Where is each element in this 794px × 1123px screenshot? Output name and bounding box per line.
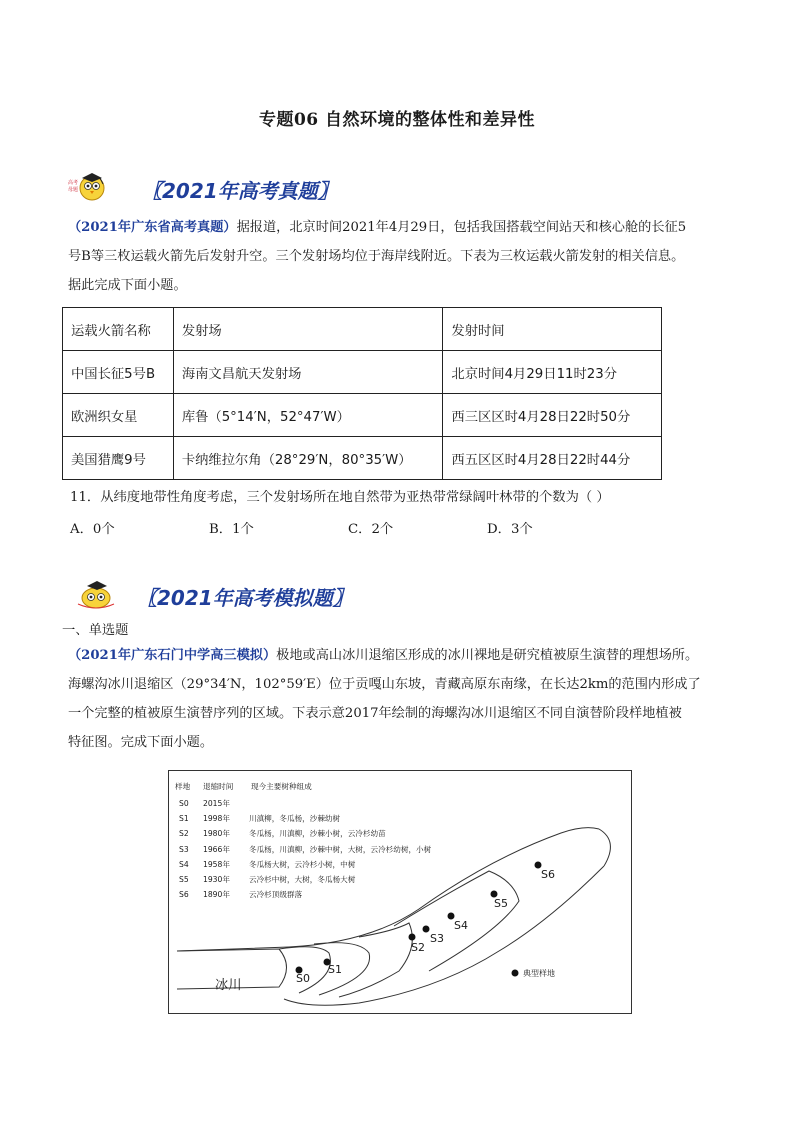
table-row <box>63 437 662 480</box>
site-label-s4: S4 <box>454 919 468 932</box>
legend-site: S1 <box>179 814 189 824</box>
table-header-row <box>63 308 662 351</box>
legend-species: 云冷杉顶级群落 <box>249 890 303 900</box>
table-cell: 北京时间4月29日11时23分 <box>443 351 662 394</box>
question-intro <box>68 213 728 300</box>
intro-line-2: 号B等三枚运载火箭先后发射升空。三个发射场均位于海岸线附近。下表为三枚运载火箭发射的相关信息。 <box>68 249 685 264</box>
table-cell: 西三区区时4月28日22时50分 <box>443 394 662 437</box>
owl-mascot-icon <box>66 170 118 204</box>
site-label-s1: S1 <box>328 963 342 976</box>
table-cell: 库鲁（5°14′N，52°47′W） <box>173 394 443 437</box>
legend-year: 1958年 <box>203 859 230 869</box>
option-d[interactable]: D．3个 <box>487 522 533 537</box>
site-label-s6: S6 <box>541 868 555 881</box>
legend-year: 2015年 <box>203 799 230 808</box>
legend-year: 1890年 <box>203 890 230 900</box>
table-cell: 美国猎鹰9号 <box>63 437 174 480</box>
intro-text-1: 据报道，北京时间2021年4月29日，包括我国搭载空间站天和核心舱的长征5 <box>236 220 687 235</box>
page-title: 专题06 自然环境的整体性和差异性 <box>258 110 536 130</box>
legend-year: 1966年 <box>203 844 230 854</box>
legend-site: S5 <box>179 875 189 885</box>
legend-header-species: 现今主要树种组成 <box>251 782 312 791</box>
legend-site: S0 <box>179 799 189 808</box>
option-b[interactable]: B．1个 <box>209 522 254 537</box>
table-cell: 中国长征5号B <box>63 351 174 394</box>
intro2-line-3: 一个完整的植被原生演替序列的区域。下表示意2017年绘制的海螺沟冰川退缩区不同自演替阶段样地植被 <box>68 706 682 721</box>
source-label: （2021年广东石门中学高三模拟） <box>68 648 277 663</box>
point-legend-label: 典型样地 <box>523 969 555 978</box>
legend-site: S3 <box>179 844 189 854</box>
table-header-cell: 发射时间 <box>443 308 662 351</box>
legend-point <box>512 970 519 977</box>
intro2-line-2: 海螺沟冰川退缩区（29°34′N，102°59′E）位于贡嘎山东坡，青藏高原东南缘，在长达2km的范围内形成了 <box>68 677 701 692</box>
section-heading-2021-real: 〖2021年高考真题〗 <box>142 179 338 203</box>
intro2-text-1: 极地或高山冰川退缩区形成的冰川裸地是研究植被原生演替的理想场所。 <box>276 648 699 663</box>
intro2-line-1 <box>68 641 728 670</box>
single-choice-heading: 一、单选题 <box>62 623 129 638</box>
glacier-label: 冰川 <box>215 978 242 993</box>
site-label-s5: S5 <box>494 897 508 910</box>
site-label-s2: S2 <box>411 941 425 954</box>
legend-site: S6 <box>179 890 189 900</box>
legend-year: 1930年 <box>203 875 230 885</box>
question-11-text: 11．从纬度地带性角度考虑，三个发射场所在地自然带为亚热带常绿阔叶林带的个数为（ ） <box>70 490 610 505</box>
legend-year: 1998年 <box>203 814 230 824</box>
rocket-launch-table <box>62 307 662 480</box>
valley-lower-wall <box>284 866 604 1005</box>
section-heading-2021-mock: 〖2021年高考模拟题〗 <box>137 586 353 610</box>
legend-species: 冬瓜杨，川滇柳，沙棘小树，云冷杉幼苗 <box>249 829 386 839</box>
table-header-cell: 运载火箭名称 <box>63 308 174 351</box>
table-cell: 海南文昌航天发射场 <box>173 351 443 394</box>
valley-upper-wall <box>177 828 599 951</box>
legend-species: 云冷杉中树，大树，冬瓜杨大树 <box>249 875 356 885</box>
legend-site: S4 <box>179 859 189 869</box>
option-c[interactable]: C．2个 <box>348 522 394 537</box>
svg-text:母题: 母题 <box>68 187 79 193</box>
table-header-cell: 发射场 <box>173 308 443 351</box>
intro2-line-4: 特征图。完成下面小题。 <box>68 735 214 750</box>
intro-line-3: 据此完成下面小题。 <box>68 278 187 293</box>
valley-end-cap <box>599 829 610 866</box>
site-label-s0: S0 <box>296 972 310 985</box>
legend-species: 冬瓜杨，川滇柳，沙棘中树，大树，云冷杉幼树，小树 <box>249 844 432 854</box>
option-a[interactable]: A．0个 <box>70 522 115 537</box>
glacier-retreat-figure <box>168 770 632 1014</box>
table-cell: 欧洲织女星 <box>63 394 174 437</box>
retreat-line <box>339 923 412 997</box>
legend-species: 川滇柳，冬瓜杨，沙棘幼树 <box>249 814 341 824</box>
owl-mascot-icon <box>70 578 122 612</box>
legend-year: 1980年 <box>203 829 230 839</box>
question-intro-2 <box>68 641 728 757</box>
table-row <box>63 394 662 437</box>
legend-species: 冬瓜杨大树，云冷杉小树，中树 <box>249 859 356 869</box>
table-cell: 卡纳维拉尔角（28°29′N，80°35′W） <box>173 437 443 480</box>
site-label-s3: S3 <box>430 932 444 945</box>
svg-text:高考: 高考 <box>68 180 79 186</box>
legend-header-site: 样地 <box>175 782 191 791</box>
legend-header-time: 退缩时间 <box>203 782 234 791</box>
table-row <box>63 351 662 394</box>
table-cell: 西五区区时4月28日22时44分 <box>443 437 662 480</box>
source-label: （2021年广东省高考真题） <box>68 220 237 235</box>
legend-site: S2 <box>179 829 189 839</box>
intro-line-1 <box>68 213 728 242</box>
site-point-s3 <box>423 926 430 933</box>
